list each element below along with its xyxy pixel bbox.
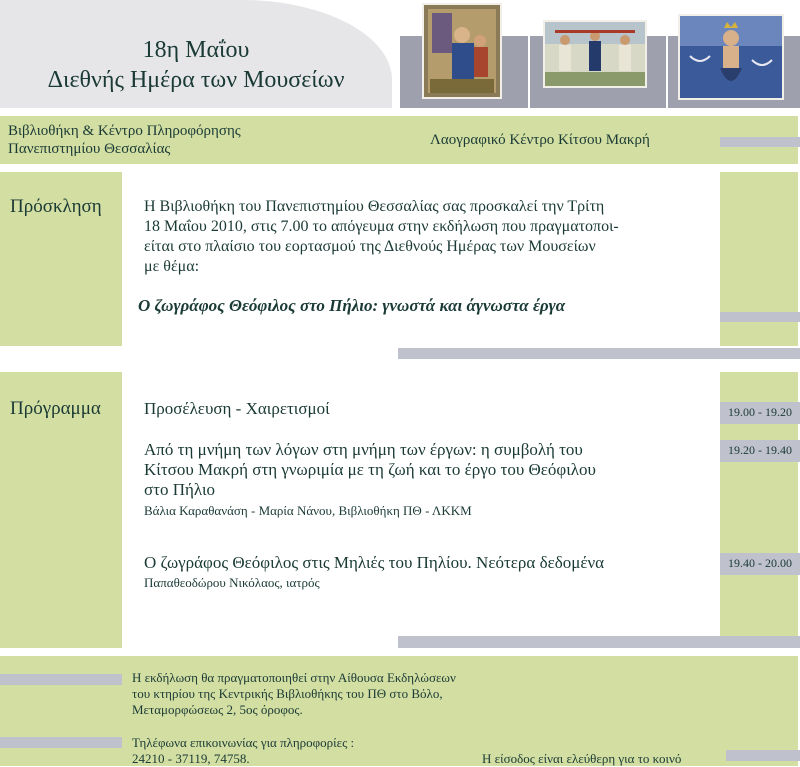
program-item-title: Ο ζωγράφος Θεόφιλος στις Μηλιές του Πηλίου. Νεότερα δεδομένα xyxy=(144,553,605,572)
invitation-label: Πρόσκληση xyxy=(10,196,102,217)
invitation-line: Η Βιβλιοθήκη του Πανεπιστημίου Θεσσαλίας σας προσκαλεί την Τρίτη xyxy=(144,198,605,215)
program-item-title-line: Από τη μνήμη των λόγων στη μνήμη των έργων: η συμβολή του xyxy=(144,440,583,459)
venue-line: του κτηρίου της Κεντρικής Βιβλιοθήκης του ΠΘ στο Βόλο, xyxy=(132,686,443,701)
library-name-line-1: Βιβλιοθήκη & Κέντρο Πληροφόρησης xyxy=(8,123,241,139)
painting-thumbnail-3 xyxy=(680,16,782,98)
title-name: Διεθνής Ημέρα των Μουσείων xyxy=(47,67,345,93)
invitation-divider-bar xyxy=(398,348,800,359)
program-item-time: 19.20 - 19.40 xyxy=(728,443,792,457)
invitation-text xyxy=(144,197,714,277)
footer-accent-bar-2 xyxy=(0,737,122,748)
program-item-speaker: Βάλια Καραθανάση - Μαρία Νάνου, Βιβλιοθήκη ΠΘ - ΛΚΚΜ xyxy=(144,503,472,518)
program-item-speaker: Παπαθεοδώρου Νικόλαος, ιατρός xyxy=(144,575,320,590)
library-name xyxy=(8,122,241,158)
free-entry-note: Η είσοδος είναι ελεύθερη για το κοινό xyxy=(482,751,682,766)
venue-info xyxy=(132,670,456,718)
contact-info xyxy=(132,735,354,767)
venue-line: Μεταμορφώσεως 2, 5ος όροφος. xyxy=(132,702,303,717)
event-title xyxy=(0,35,392,95)
event-theme: Ο ζωγράφος Θεόφιλος στο Πήλιο: γνωστά και άγνωστα έργα xyxy=(138,296,566,315)
program-item-time: 19.40 - 20.00 xyxy=(728,556,792,570)
program-item-title-line: στο Πήλιο xyxy=(144,480,216,499)
painting-portrait-icon xyxy=(424,5,500,97)
invitation-accent-bar xyxy=(720,312,800,322)
program-divider-bar xyxy=(398,636,800,648)
invitation-line: 18 Μαΐου 2010, στις 7.00 το απόγευμα στην εκδήλωση που πραγματοποι- xyxy=(144,218,619,235)
invitation-line: με θέμα: xyxy=(144,258,200,275)
program-item-time: 19.00 - 19.20 xyxy=(728,405,792,419)
painting-thumbnail-2 xyxy=(545,22,645,86)
folklore-center-name: Λαογραφικό Κέντρο Κίτσου Μακρή xyxy=(430,132,650,148)
title-date: 18η Μαΐου xyxy=(142,37,250,63)
invitation-line: είται στο πλαίσιο του εορτασμού της Διεθνούς Ημέρας των Μουσείων xyxy=(144,238,596,255)
program-label: Πρόγραμμα xyxy=(10,398,101,419)
program-item-title: Προσέλευση - Χαιρετισμοί xyxy=(144,399,330,418)
contact-label: Τηλέφωνα επικοινωνίας για πληροφορίες : xyxy=(132,735,355,750)
organizers-accent-bar xyxy=(720,137,800,147)
painting-figures-icon xyxy=(545,22,645,86)
library-name-line-2: Πανεπιστημίου Θεσσαλίας xyxy=(8,141,171,157)
painting-thumbnail-1 xyxy=(424,5,500,97)
footer-accent-bar-1 xyxy=(0,674,122,685)
painting-mermaid-icon xyxy=(680,16,782,98)
phone-numbers: 24210 - 37119, 74758. xyxy=(132,751,250,766)
program-item-title-line: Κίτσου Μακρή στη γνωριμία με τη ζωή και το έργο του Θεόφιλου xyxy=(144,460,596,479)
venue-line: Η εκδήλωση θα πραγματοποιηθεί στην Αίθουσα Εκδηλώσεων xyxy=(132,670,456,685)
program-item-title xyxy=(144,440,714,500)
footer-accent-bar-3 xyxy=(726,750,800,761)
